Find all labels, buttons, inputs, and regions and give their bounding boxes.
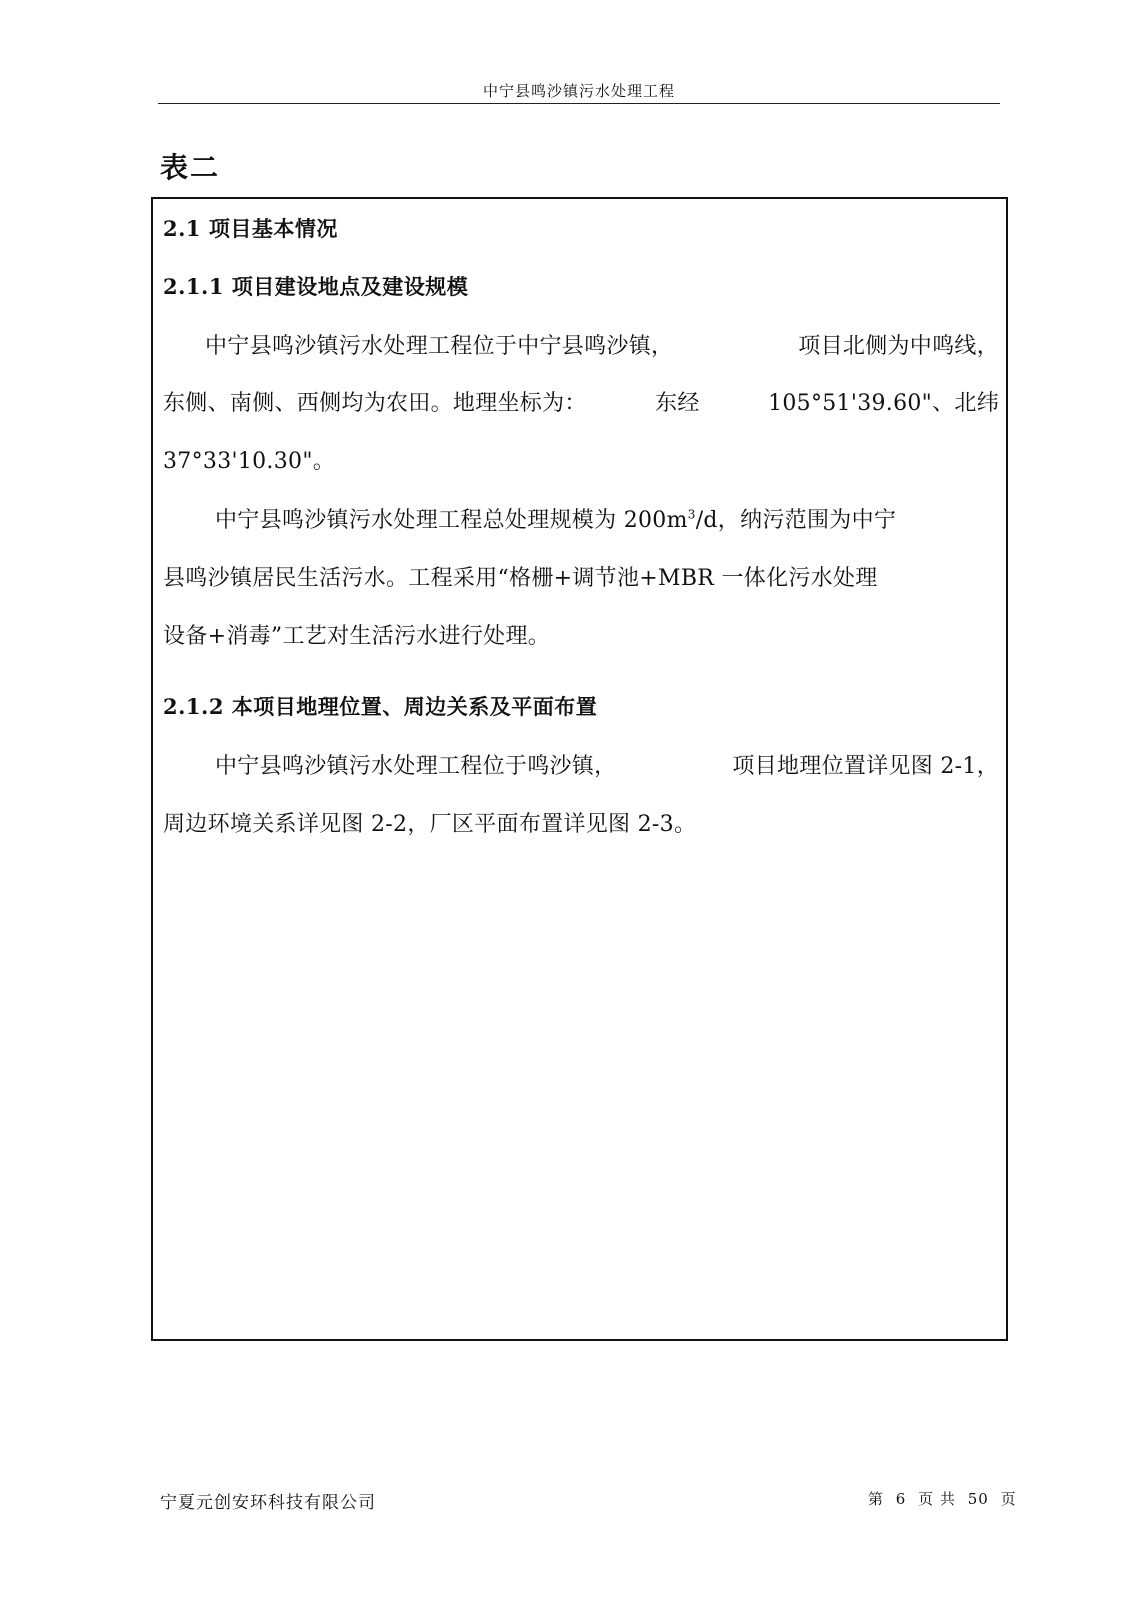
footer-page-number	[868, 1488, 1017, 1509]
footer-company: 宁夏元创安环科技有限公司	[160, 1493, 376, 1513]
section-heading-2-1-2: 2.1.2 本项目地理位置、周边关系及平面布置	[163, 694, 598, 719]
paragraph-line	[163, 386, 999, 417]
page-mid: 页 共	[918, 1490, 956, 1508]
superscript: 3	[687, 507, 696, 522]
paragraph-line: 县鸣沙镇居民生活污水。工程采用“格栅+调节池+MBR 一体化污水处理	[163, 566, 878, 591]
paragraph-line	[215, 503, 999, 534]
header-divider	[158, 103, 1000, 104]
paragraph-line: 37°33'10.30"。	[163, 449, 336, 474]
page-suffix: 页	[1000, 1490, 1017, 1508]
text-segment: 东侧、南侧、西侧均为农田。地理坐标为：	[163, 391, 587, 416]
page-total: 50	[967, 1490, 989, 1508]
text-segment: 项目地理位置详见图 2-1，	[732, 754, 999, 779]
text-segment: 中宁县鸣沙镇污水处理工程位于中宁县鸣沙镇，	[205, 334, 674, 359]
section-heading-2-1-1: 2.1.1 项目建设地点及建设规模	[163, 274, 469, 299]
text-segment: 中宁县鸣沙镇污水处理工程位于鸣沙镇，	[215, 754, 617, 779]
paragraph-line	[205, 329, 999, 360]
page-prefix: 第	[868, 1490, 885, 1508]
text-segment: 东经	[655, 391, 700, 416]
paragraph-line: 周边环境关系详见图 2-2，厂区平面布置详见图 2-3。	[163, 812, 697, 837]
text-segment: /d，纳污范围为中宁	[695, 508, 897, 533]
table-title: 表二	[160, 151, 221, 184]
text-segment: 105°51'39.60"、北纬	[768, 391, 999, 416]
section-heading-2-1: 2.1 项目基本情况	[163, 216, 338, 241]
text-segment: 中宁县鸣沙镇污水处理工程总处理规模为 200m	[215, 508, 688, 533]
page-current: 6	[895, 1490, 907, 1508]
content-box	[151, 197, 1008, 1341]
text-segment: 项目北侧为中鸣线，	[798, 334, 999, 359]
running-header: 中宁县鸣沙镇污水处理工程	[482, 82, 675, 100]
paragraph-line	[215, 749, 999, 780]
paragraph-line: 设备+消毒”工艺对生活污水进行处理。	[163, 624, 551, 649]
